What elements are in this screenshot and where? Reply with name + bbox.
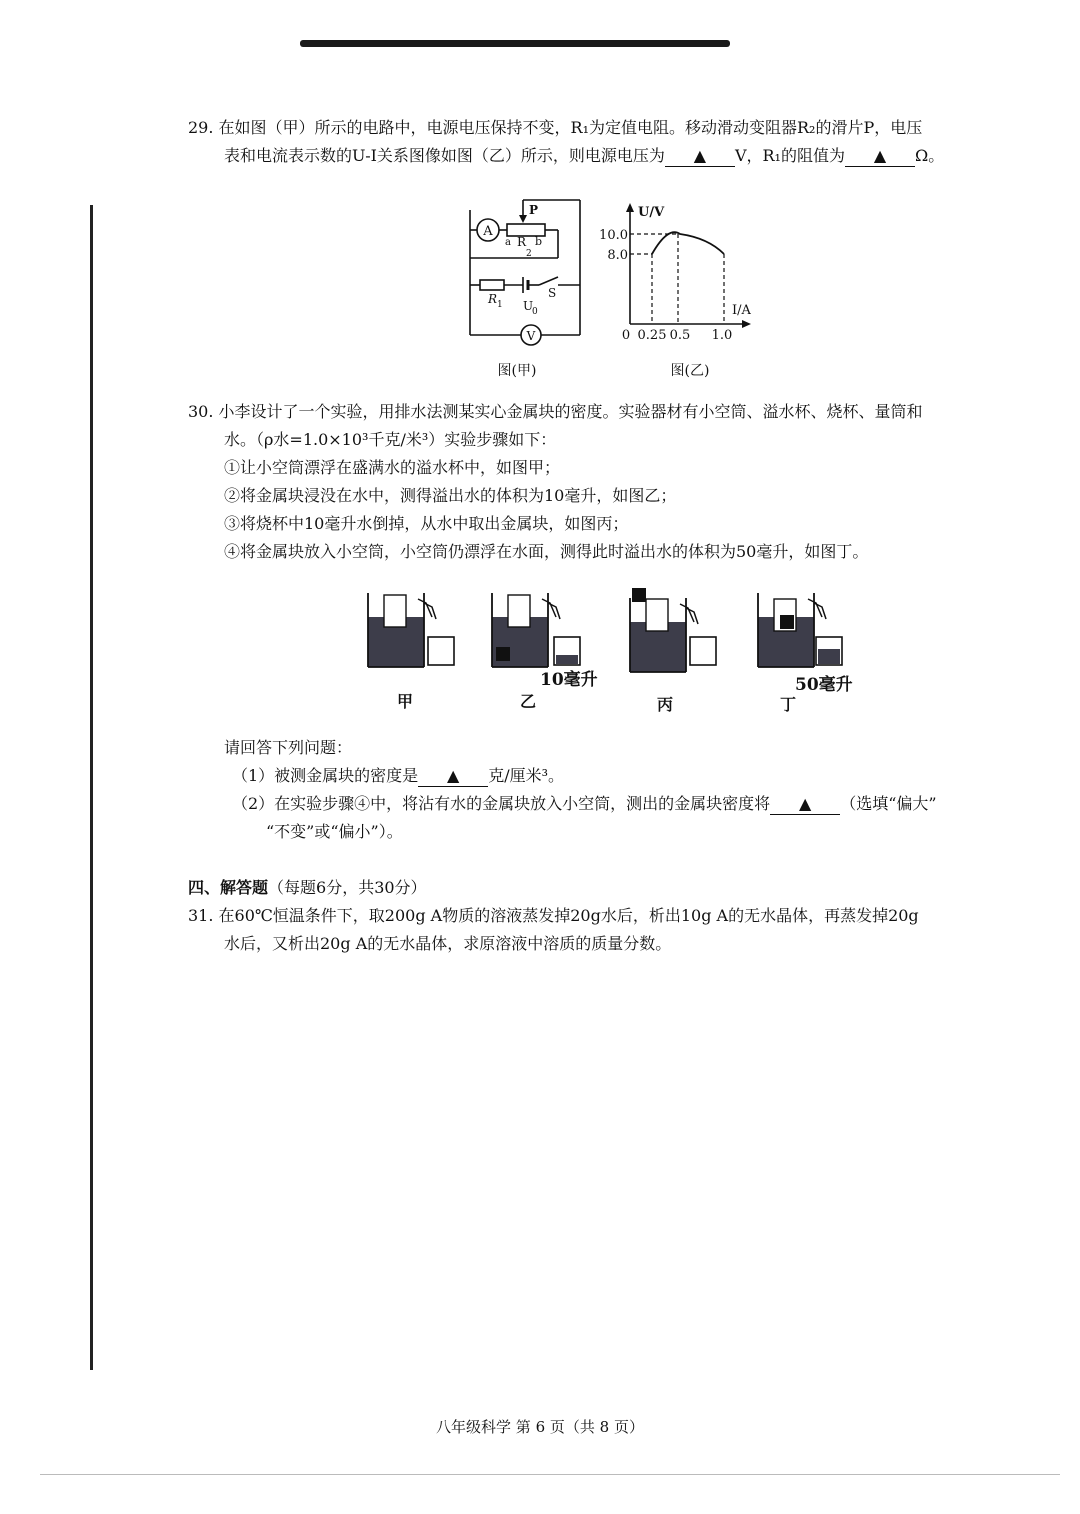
section-4-note: （每题6分，共30分） [268, 878, 427, 897]
q30-text-1: 小李设计了一个实验，用排水法测某实心金属块的密度。实验器材有小空筒、溢水杯、烧杯、量筒和 [218, 402, 923, 421]
q29-text-2c: Ω。 [914, 146, 945, 165]
q30-step-1: ①让小空筒漂浮在盛满水的溢水杯中，如图甲； [224, 458, 561, 477]
q29-line2 [224, 146, 944, 167]
y-axis-label: U/V [638, 205, 665, 220]
q30-sub2-options: （选填“偏大” [840, 794, 937, 813]
q29-text-2a: 表和电流表示数的U-I关系图像如图（乙）所示，则电源电压为 [224, 146, 665, 165]
section-4-title: 四、解答题 [188, 878, 269, 897]
ammeter-label: A [483, 224, 493, 239]
section-4-header [188, 878, 427, 898]
q29-blank-resistance[interactable]: ▲ [845, 146, 915, 167]
q30-blank-density[interactable]: ▲ [418, 766, 488, 787]
cup-jia [368, 593, 454, 667]
x-tick-05: 0.5 [669, 328, 691, 343]
margin-rule [90, 205, 93, 1370]
fig-label-bing: 丙 [656, 695, 674, 714]
x-axis-arrow [742, 320, 751, 328]
q30-sub2-text: （2）在实验步骤④中，将沾有水的金属块放入小空筒，测出的金属块密度将 [232, 794, 771, 813]
volume-label-yi: 10毫升 [540, 670, 598, 690]
q30-number: 30. [188, 402, 214, 421]
r2-label: R [517, 235, 527, 249]
y-axis-arrow [626, 203, 634, 212]
scan-top-edge [300, 40, 730, 47]
ui-curve [652, 232, 724, 254]
q30-sub1-unit: 克/厘米³。 [488, 766, 564, 785]
q30-blank-bias[interactable]: ▲ [770, 794, 840, 815]
q29-line1 [188, 118, 922, 138]
q29-text-1: 在如图（甲）所示的电路中，电源电压保持不变，R₁为定值电阻。移动滑动变阻器R₂的滑片P，电压 [218, 118, 923, 137]
switch-label: S [548, 286, 557, 300]
cup-bing [630, 588, 716, 672]
cup-ding [758, 593, 842, 667]
q30-sub1 [232, 766, 564, 787]
x-tick-0: 0 [621, 328, 631, 343]
q29-text-2b: V，R₁的阻值为 [734, 146, 845, 165]
r2-subscript: 2 [526, 249, 532, 259]
fig-yi-caption: 图(乙) [670, 363, 710, 379]
q30-sub2-cont: “不变”或“偏小”）。 [266, 822, 403, 841]
volume-label-ding: 50毫升 [795, 675, 853, 695]
x-tick-1: 1.0 [711, 328, 733, 343]
x-tick-025: 0.25 [637, 328, 667, 343]
bottom-rule [40, 1474, 1060, 1475]
q30-step-3: ③将烧杯中10毫升水倒掉，从水中取出金属块，如图丙； [224, 514, 629, 533]
q30-step-4: ④将金属块放入小空筒，小空筒仍漂浮在水面，测得此时溢出水的体积为50毫升，如图丁。 [224, 542, 869, 561]
ui-graph [598, 196, 768, 386]
y-tick-10: 10.0 [599, 228, 628, 243]
page-footer: 八年级科学 第 6 页（共 8 页） [436, 1418, 644, 1436]
u0-label: U [523, 299, 534, 313]
q30-line2: 水。（ρ水=1.0×10³千克/米³）实验步骤如下： [224, 430, 557, 449]
cup-yi [492, 593, 580, 667]
q31-line1 [188, 906, 919, 926]
x-axis-label: I/A [732, 303, 751, 318]
q29-number: 29. [188, 118, 214, 137]
slider-label: P [529, 203, 539, 217]
q31-text-1: 在60℃恒温条件下，取200g A物质的溶液蒸发掉20g水后，析出10g A的无水晶体，再蒸发掉20g [218, 906, 919, 925]
q31-line2: 水后，又析出20g A的无水晶体，求原溶液中溶质的质量分数。 [224, 934, 672, 953]
fig-label-yi: 乙 [519, 692, 537, 711]
terminal-a-label: a [505, 237, 511, 248]
q29-blank-voltage[interactable]: ▲ [665, 146, 735, 167]
terminal-b-label: b [535, 235, 543, 248]
fig-label-jia: 甲 [396, 692, 414, 711]
voltmeter-label: V [526, 329, 536, 343]
q30-line1 [188, 402, 923, 422]
fig-label-ding: 丁 [779, 695, 797, 714]
q31-number: 31. [188, 906, 214, 925]
q30-sub1-text: （1）被测金属块的密度是 [232, 766, 419, 785]
q30-sub2 [232, 794, 937, 815]
r1-label: R [488, 292, 498, 306]
circuit-diagram [455, 190, 595, 385]
q30-prompt: 请回答下列问题： [224, 738, 353, 757]
slider-arrow [519, 215, 527, 223]
r1-subscript: 1 [497, 300, 503, 310]
q30-step-2: ②将金属块浸没在水中，测得溢出水的体积为10毫升，如图乙； [224, 486, 677, 505]
overflow-figures [360, 585, 880, 720]
u0-subscript: 0 [532, 307, 538, 317]
fig-jia-caption: 图(甲) [497, 363, 537, 379]
y-tick-8: 8.0 [607, 248, 628, 263]
